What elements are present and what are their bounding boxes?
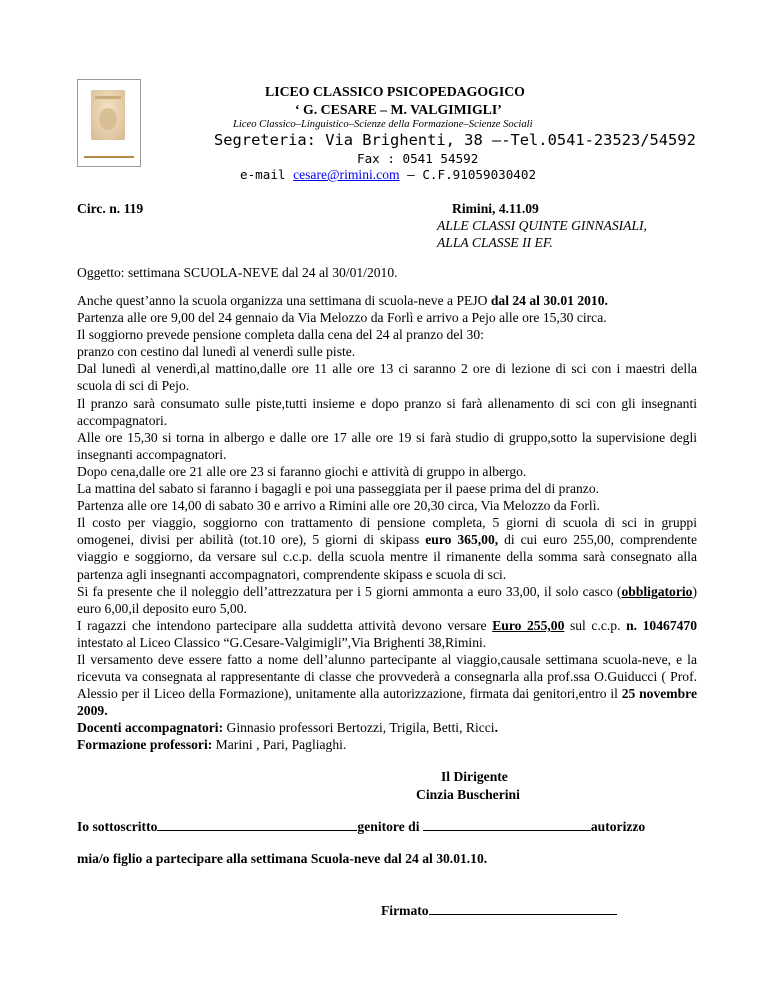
fiscal-code: – C.F.91059030402 xyxy=(399,167,537,182)
segreteria-address: Segreteria: Via Brighenti, 38 –-Tel.0541-23523/54592 xyxy=(214,131,696,149)
account-number: n. 10467470 xyxy=(626,617,698,633)
signature-name: Cinzia Buscherini xyxy=(416,787,520,802)
paragraph: pranzo con cestino dal lunedì al venerdì sulle piste. xyxy=(77,344,356,360)
paragraph: Si fa presente che il noleggio dell’attrezzatura per i 5 giorni ammonta a euro 33,00, il solo casco (obbligatorio) euro 6,00,il deposito euro 5,00. xyxy=(77,583,697,616)
paragraph: Alle ore 15,30 si torna in albergo e dalle ore 17 alle ore 19 si farà studio di gruppo,sotto la supervisione degli insegnanti accompagnatori. xyxy=(77,429,697,462)
name-blank-field[interactable] xyxy=(157,818,357,831)
circular-number: Circ. n. 119 xyxy=(77,201,144,216)
paragraph: Il versamento deve essere fatto a nome dell’alunno partecipante al viaggio,causale settimana scuola-neve, e la ricevuta va consegnata al rappresentante di classe che provvederà a consegnarla alla prof.ssa O.Guiducci ( Prof. Alessio per il Liceo della Formazione), unitamente alla autorizzazione, firmata dai genitori,entro il 25 novembre 2009. xyxy=(77,651,697,719)
email-link[interactable]: cesare@rimini.com xyxy=(293,167,400,182)
paragraph: Partenza alle ore 14,00 di sabato 30 e arrivo a Rimini alle ore 20,30 circa, Via Melozzo da Forlì. xyxy=(77,498,600,514)
paragraph: Formazione professori: Marini , Pari, Pagliaghi. xyxy=(77,737,347,753)
deadline-date: 25 novembre 2009. xyxy=(77,686,697,719)
school-subtitle: Liceo Classico–Linguistico–Scienze della Formazione–Scienze Sociali xyxy=(233,119,533,130)
child-name-blank-field[interactable] xyxy=(423,818,591,831)
signature-blank-field[interactable] xyxy=(429,902,617,915)
formation-label: Formazione professori: xyxy=(77,737,213,753)
signature-title: Il Dirigente xyxy=(441,769,508,784)
mandatory-note: obbligatorio xyxy=(621,583,693,599)
recipient-line2: ALLA CLASSE II EF. xyxy=(437,235,553,250)
email-prefix: e-mail xyxy=(240,167,294,182)
paragraph: Il soggiorno prevede pensione completa dalla cena del 24 al pranzo del 30: xyxy=(77,327,484,343)
signature-field: Firmato xyxy=(381,902,617,919)
paragraph: Dopo cena,dalle ore 21 alle ore 23 si faranno giochi e attività di gruppo in albergo. xyxy=(77,463,527,479)
stele-image xyxy=(91,90,125,140)
email-line xyxy=(240,167,536,183)
letter-body xyxy=(77,292,697,754)
paragraph: I ragazzi che intendono partecipare alla suddetta attività devono versare Euro 255,00 sul c.c.p. n. 10467470 intestato al Liceo Classico “G.Cesare-Valgimigli”,Via Brighenti 38,Rimini. xyxy=(77,617,698,650)
consent-statement: mia/o figlio a partecipare alla settimana Scuola-neve dal 24 al 30.01.10. xyxy=(77,851,488,866)
recipient-line1: ALLE CLASSI QUINTE GINNASIALI, xyxy=(437,218,647,233)
paragraph: La mattina del sabato si faranno i bagagli e poi una passeggiata per il paese prima del di pranzo. xyxy=(77,481,600,497)
paragraph: Partenza alle ore 9,00 del 24 gennaio da Via Melozzo da Forlì e arrivo a Pejo alle ore 15,30 circa. xyxy=(77,310,607,326)
fax-number: Fax : 0541 54592 xyxy=(357,151,479,166)
paragraph: Il costo per viaggio, soggiorno con trattamento di pensione completa, 5 giorni di scuola di sci in gruppi omogenei, divisi per abilità (tot.10 ore), 5 giorni di skipass euro 365,00, di cui euro 255,00, comprendente viaggio e soggiorno, da versare sul c.c.p. della scuola mentre il rimanente della somma sarà consegnato alla partenza agli insegnanti accompagnatori, comprendente skipass e scuola di sci. xyxy=(77,515,697,582)
total-cost: euro 365,00, xyxy=(425,532,499,548)
paragraph: Docenti accompagnatori: Ginnasio professori Bertozzi, Trigila, Betti, Ricci. xyxy=(77,720,498,736)
document-date: Rimini, 4.11.09 xyxy=(452,201,539,216)
paragraph: Il pranzo sarà consumato sulle piste,tutti insieme e dopo pranzo si farà allenamento di sci con gli insegnanti accompagnatori. xyxy=(77,395,697,428)
consent-line: Io sottoscritto genitore di autorizzo xyxy=(77,819,646,834)
school-seal-logo xyxy=(77,79,141,167)
teachers-label: Docenti accompagnatori: xyxy=(77,720,224,736)
school-name-line1: LICEO CLASSICO PSICOPEDAGOGICO xyxy=(265,84,525,99)
deposit-amount: Euro 255,00 xyxy=(492,617,565,633)
subject-line: Oggetto: settimana SCUOLA-NEVE dal 24 al 30/01/2010. xyxy=(77,265,398,280)
school-name-line2: ‘ G. CESARE – M. VALGIMIGLI’ xyxy=(295,102,502,117)
paragraph: Anche quest’anno la scuola organizza una settimana di scuola-neve a PEJO dal 24 al 30.01 2010. xyxy=(77,293,608,308)
logo-underline xyxy=(84,156,134,158)
trip-dates: dal 24 al 30.01 2010. xyxy=(490,293,608,308)
paragraph: Dal lunedì al venerdì,al mattino,dalle ore 11 alle ore 13 ci saranno 2 ore di lezione di sci con i maestri della scuola di sci di Pejo. xyxy=(77,361,697,394)
